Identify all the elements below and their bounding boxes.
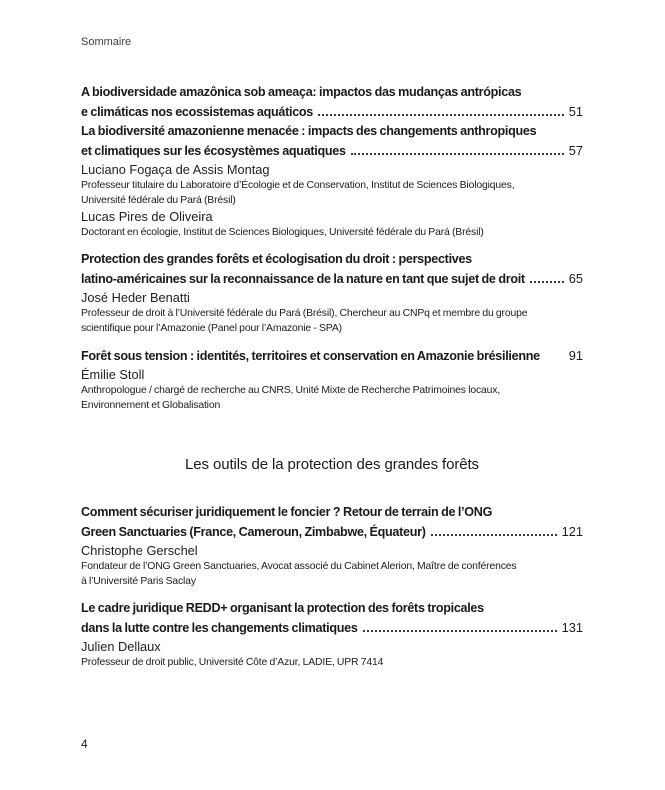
toc-entry-row xyxy=(81,522,583,542)
toc-page-number: 121 xyxy=(561,524,583,539)
dot-leader xyxy=(351,152,564,155)
author-affiliation-line: à l’Université Paris Saclay xyxy=(81,576,196,587)
author-name: Luciano Fogaça de Assis Montag xyxy=(81,162,270,177)
toc-section xyxy=(81,503,583,589)
toc-entry-row xyxy=(81,346,583,366)
author-name: Julien Dellaux xyxy=(81,639,161,654)
toc-entry-title-line: et climatiques sur les écosystèmes aquatiques xyxy=(81,144,346,158)
toc-entry-row xyxy=(81,102,583,122)
toc-entry-row xyxy=(81,141,583,161)
dot-leader xyxy=(318,113,564,116)
toc-page-number: 91 xyxy=(568,348,583,363)
dot-leader xyxy=(545,359,564,360)
contributor xyxy=(81,289,583,336)
author-affiliation-line: scientifique pour l’Amazonie (Panel pour l’Amazonie - SPA) xyxy=(81,323,342,334)
contributor xyxy=(81,208,583,240)
toc-page-number: 65 xyxy=(568,271,583,286)
dot-leader xyxy=(363,629,557,632)
author-affiliation-line: Université fédérale du Pará (Brésil) xyxy=(81,195,236,206)
author-affiliation-line: Anthropologue / chargé de recherche au CNRS, Unité Mixte de Recherche Patrimoines locaux, xyxy=(81,385,501,396)
toc-section xyxy=(81,83,583,240)
toc-page-number: 131 xyxy=(561,620,583,635)
toc-entry-row xyxy=(81,618,583,638)
toc-entry-title-line: dans la lutte contre les changements climatiques xyxy=(81,621,358,635)
toc-entry-title-line: La biodiversité amazonienne menacée : impacts des changements anthropiques xyxy=(81,124,537,138)
dot-leader xyxy=(431,533,557,536)
author-name: Christophe Gerschel xyxy=(81,543,198,558)
toc-entry-title-line: latino-américaines sur la reconnaissance de la nature en tant que sujet de droit xyxy=(81,272,525,286)
contributor xyxy=(81,366,583,413)
toc-entry-title-line: Forêt sous tension : identités, territoires et conservation en Amazonie brésilienne xyxy=(81,349,540,363)
toc-entry-title-line: e climáticas nos ecossistemas aquáticos xyxy=(81,105,314,119)
dot-leader xyxy=(530,280,564,283)
toc-page-number: 57 xyxy=(568,143,583,158)
author-affiliation-line: Fondateur de l’ONG Green Sanctuaries, Avocat associé du Cabinet Alerion, Maître de conférences xyxy=(81,561,517,572)
toc-entry-row xyxy=(81,269,583,289)
author-affiliation-line: Professeur de droit à l’Université fédérale du Pará (Brésil), Chercheur au CNPq et membre du groupe xyxy=(81,308,528,319)
toc-entry-title-line: Protection des grandes forêts et écologisation du droit : perspectives xyxy=(81,252,472,266)
contributor xyxy=(81,161,583,208)
author-name: Émilie Stoll xyxy=(81,367,145,382)
author-affiliation-line: Professeur de droit public, Université Côte d’Azur, LADIE, UPR 7414 xyxy=(81,657,384,668)
page-number: 4 xyxy=(81,737,88,751)
author-affiliation-line: Professeur titulaire du Laboratoire d’Écologie et de Conservation, Institut de Sciences Biologiques, xyxy=(81,180,515,191)
toc-section xyxy=(81,250,583,336)
part-heading: Les outils de la protection des grandes forêts xyxy=(185,456,479,473)
toc-entry-title-line: A biodiversidade amazônica sob ameaça: impactos das mudanças antrópicas xyxy=(81,85,522,99)
contributor xyxy=(81,638,583,670)
toc-page-number: 51 xyxy=(568,104,583,119)
contributor xyxy=(81,542,583,589)
toc-section xyxy=(81,346,583,413)
author-name: José Heder Benatti xyxy=(81,290,190,305)
toc-entry-title-line: Green Sanctuaries (France, Cameroun, Zimbabwe, Équateur) xyxy=(81,525,426,539)
author-affiliation-line: Environnement et Globalisation xyxy=(81,400,221,411)
toc-entry-title-line: Le cadre juridique REDD+ organisant la protection des forêts tropicales xyxy=(81,601,484,615)
author-affiliation-line: Doctorant en écologie, Institut de Sciences Biologiques, Université fédérale du Pará (Brésil) xyxy=(81,227,484,238)
toc-entry-title-line: Comment sécuriser juridiquement le foncier ? Retour de terrain de l’ONG xyxy=(81,505,493,519)
author-name: Lucas Pires de Oliveira xyxy=(81,209,213,224)
running-header: Sommaire xyxy=(81,36,132,48)
toc-section xyxy=(81,599,583,670)
